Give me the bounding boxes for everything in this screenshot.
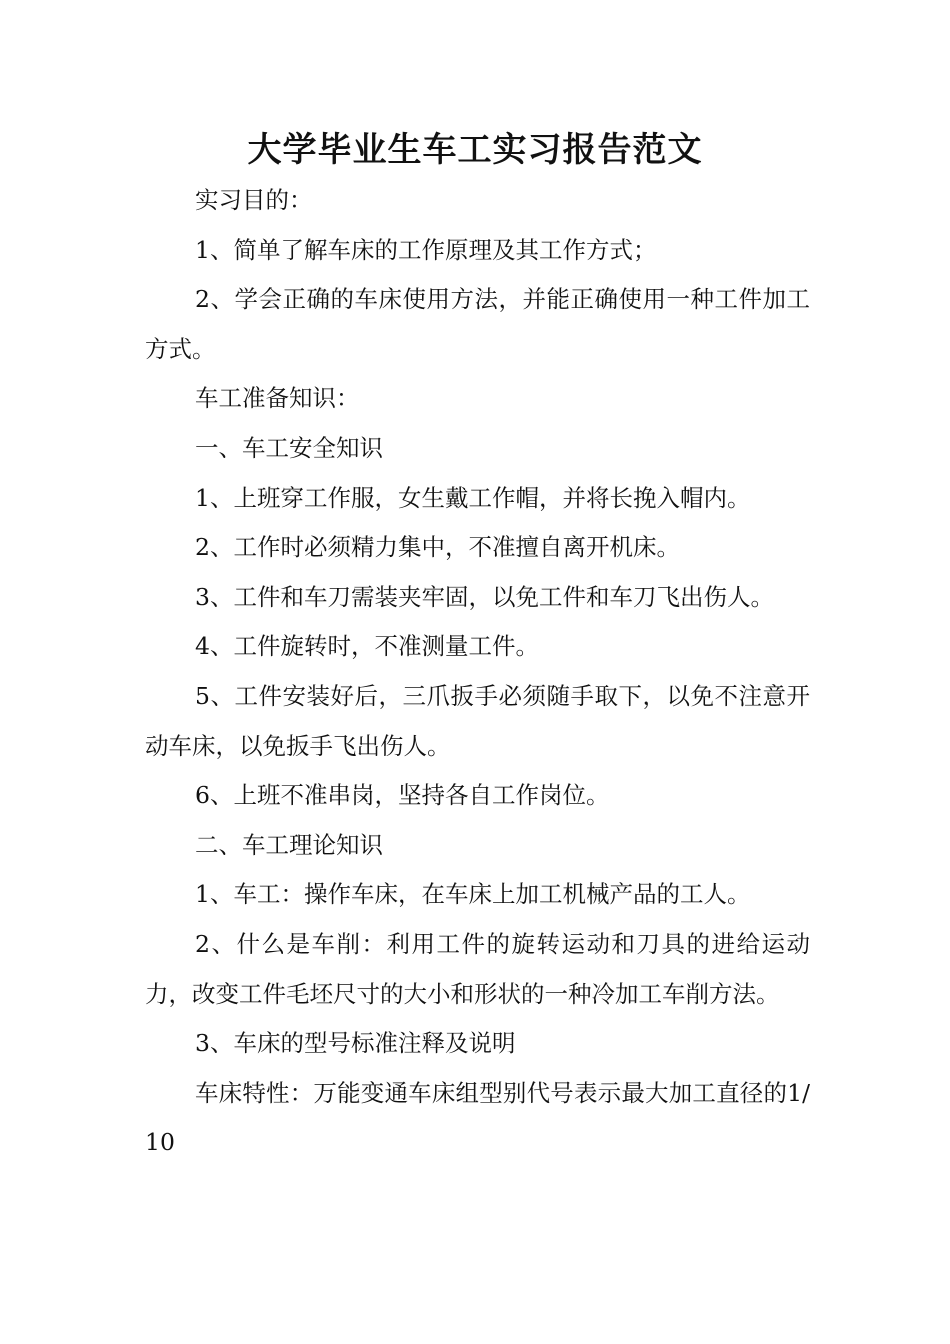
paragraph-purpose-heading: 实习目的： (195, 186, 313, 214)
paragraph-purpose-1: 1、简单了解车床的工作原理及其工作方式； (195, 235, 657, 264)
document-body (145, 176, 810, 1168)
paragraph-safety-6: 6、上班不准串岗，坚持各自工作岗位。 (195, 781, 610, 810)
paragraph-safety-heading: 一、车工安全知识 (195, 433, 383, 462)
paragraph-safety-4: 4、工件旋转时，不准测量工件。 (195, 632, 539, 661)
paragraph-theory-2: 2、什么是车削：利用工件的旋转运动和刀具的进给运动力，改变工件毛坯尺寸的大小和形状的一种冷加工车削方法。 (145, 929, 810, 1008)
document-title: 大学毕业生车工实习报告范文 (247, 130, 703, 170)
paragraph-purpose-2: 2、学会正确的车床使用方法，并能正确使用一种工件加工方式。 (145, 285, 810, 363)
paragraph-theory-1: 1、车工：操作车床，在车床上加工机械产品的工人。 (195, 880, 751, 909)
paragraph-safety-3: 3、工件和车刀需装夹牢固，以免工件和车刀飞出伤人。 (195, 582, 774, 611)
paragraph-theory-3: 3、车床的型号标准注释及说明 (195, 1029, 516, 1058)
paragraph-lathe-features: 车床特性：万能变通车床组型别代号表示最大加工直径的1/10 (145, 1078, 810, 1157)
paragraph-safety-1: 1、上班穿工作服，女生戴工作帽，并将长挽入帽内。 (195, 483, 751, 512)
paragraph-safety-5: 5、工件安装好后，三爪扳手必须随手取下，以免不注意开动车床，以免扳手飞出伤人。 (145, 681, 810, 760)
paragraph-prep-heading: 车工准备知识： (195, 384, 360, 413)
paragraph-safety-2: 2、工作时必须精力集中，不准擅自离开机床。 (195, 533, 680, 562)
paragraph-theory-heading: 二、车工理论知识 (195, 830, 383, 859)
